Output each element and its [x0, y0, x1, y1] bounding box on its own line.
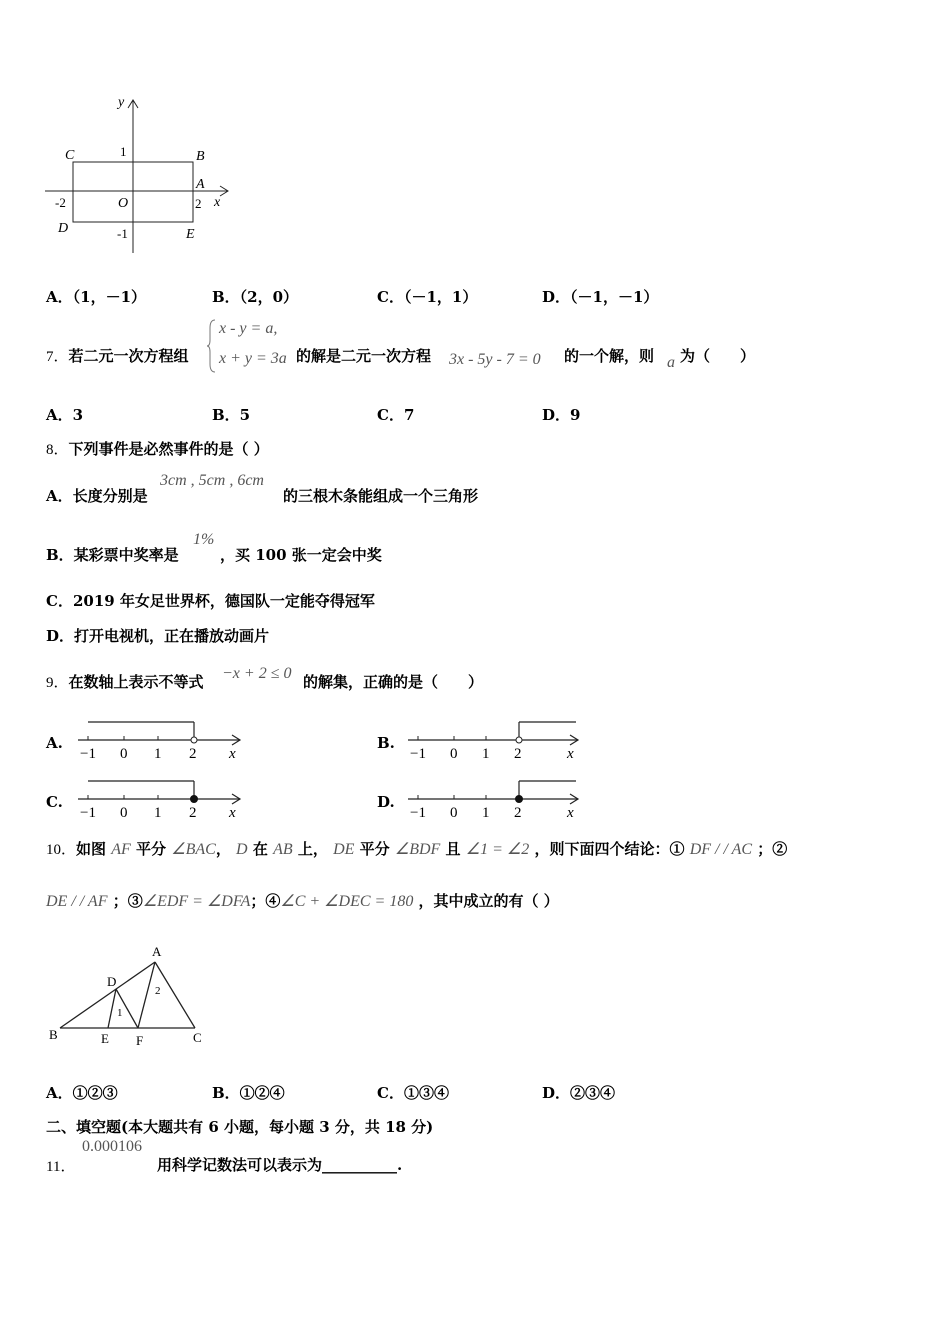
point-b-label: B: [196, 149, 205, 164]
vertex-a-label: A: [152, 944, 162, 959]
q7-equation-3: 3x - 5y - 7 = 0: [449, 351, 541, 368]
q7-mid: 的解是二元一次方程: [296, 347, 432, 365]
q10-line1-run-8: 上，: [292, 840, 334, 858]
q9-numberline-b: [406, 716, 586, 766]
q7-option-c: C．7: [377, 406, 415, 424]
q9-numberline-c: [76, 775, 246, 825]
tick-label-2: 2: [189, 746, 197, 762]
q10-line1-run-9: DE: [333, 841, 355, 858]
q10-line2-run-1: ；③: [107, 892, 143, 910]
tick-label-neg1: −1: [410, 805, 426, 821]
q7-pre: 若二元一次方程组: [68, 347, 189, 365]
tick-label-0: 0: [120, 805, 128, 821]
q8-option-a-post: 的三根木条能组成一个三角形: [283, 487, 479, 505]
q10-line1-run-4: ，: [215, 840, 237, 858]
q10-line1-run-1: AF: [111, 841, 131, 858]
q10-line1-run-10: 平分: [354, 840, 395, 858]
q11-text: 用科学记数法可以表示为__________.: [157, 1156, 403, 1174]
q8-number: 8．: [46, 442, 69, 458]
q10-line-2: [46, 890, 559, 911]
q7-post: 的一个解，则: [564, 347, 655, 365]
q10-line1-run-3: ∠BAC: [171, 841, 216, 858]
q7-variable: a: [667, 354, 675, 371]
tick-label-1: 1: [482, 805, 490, 821]
q11-math: 0.000106: [82, 1138, 142, 1155]
q9-option-b-label: B.: [377, 734, 395, 752]
tick-label-2: 2: [514, 805, 522, 821]
tick-label-neg1: −1: [80, 805, 96, 821]
q8-option-a-math: 3cm , 5cm , 6cm: [160, 472, 264, 489]
q9-option-a-label: A.: [46, 734, 63, 752]
q7-end: 为（ ）: [680, 347, 756, 365]
axis-label-x: x: [229, 805, 236, 821]
q10-line-1: [46, 838, 787, 859]
q9-option-d-label: D.: [377, 793, 395, 811]
q10-option-a: A．①②③: [46, 1084, 118, 1102]
q10-option-d: D．②③④: [542, 1084, 616, 1102]
q8-stem-text: 下列事件是必然事件的是（ ）: [68, 440, 269, 458]
vertex-d-label: D: [107, 974, 117, 989]
q8-option-a-pre: A．长度分别是: [46, 487, 148, 505]
tick-label-0: 0: [450, 805, 458, 821]
q7-stem: [46, 345, 189, 366]
tick-neg2: -2: [55, 195, 66, 210]
q10-triangle-figure: [40, 940, 220, 1055]
tick-label-1: 1: [154, 746, 162, 762]
point-a-label: A: [196, 177, 205, 192]
tick-label-0: 0: [450, 746, 458, 762]
tick-label-1: 1: [482, 746, 490, 762]
vertex-f-label: F: [136, 1033, 144, 1048]
x-axis-label: x: [214, 195, 221, 210]
q9-stem: [46, 671, 204, 692]
q7-brace: [207, 318, 217, 374]
q10-line1-run-6: 在: [247, 840, 274, 858]
q7-equation-2: x + y = 3a: [219, 350, 287, 367]
q6-option-d: D．（－1，－1）: [542, 288, 659, 306]
q11-number: 11．: [46, 1159, 76, 1175]
origin-label: O: [118, 196, 129, 211]
q10-line2-run-3: ；④: [250, 892, 281, 910]
angle-1-label: 1: [117, 1007, 123, 1019]
q10-line1-run-15: DF / / AC: [689, 841, 753, 858]
q9-numberline-d: [406, 775, 586, 825]
coordinate-rectangle-figure: [40, 90, 240, 260]
q8-option-d: D．打开电视机，正在播放动画片: [46, 627, 270, 645]
q8-option-b-post: ，买 100 张一定会中奖: [220, 546, 382, 564]
q10-line1-run-16: ；②: [752, 840, 788, 858]
q6-option-a: A．（1，－1）: [46, 288, 147, 306]
tick-label-2: 2: [514, 746, 522, 762]
q9-inequality: −x + 2 ≤ 0: [222, 665, 292, 682]
q8-option-b-math: 1%: [193, 531, 215, 548]
vertex-e-label: E: [101, 1031, 109, 1046]
tick-neg1: -1: [117, 226, 128, 241]
q10-line1-run-14: ，则下面四个结论：①: [529, 840, 690, 858]
q7-equation-1: x - y = a,: [219, 320, 278, 337]
q9-number: 9．: [46, 675, 69, 691]
tick-2: 2: [195, 196, 202, 211]
axis-label-x: x: [567, 805, 574, 821]
q10-line2-run-5: ，其中成立的有（ ）: [413, 892, 559, 910]
tick-1: 1: [120, 144, 127, 159]
q6-option-c: C．（－1，1）: [377, 288, 478, 306]
q9-pre: 在数轴上表示不等式: [68, 673, 204, 691]
point-c-label: C: [65, 148, 75, 163]
axis-label-x: x: [229, 746, 236, 762]
point-e-label: E: [186, 227, 195, 242]
q7-option-b: B．5: [212, 406, 251, 424]
axis-label-x: x: [567, 746, 574, 762]
tick-label-neg1: −1: [410, 746, 426, 762]
q10-line1-run-12: 且: [440, 840, 466, 858]
q10-line2-run-0: DE / / AF: [46, 893, 108, 910]
vertex-b-label: B: [49, 1027, 58, 1042]
q10-option-c: C．①③④: [377, 1084, 449, 1102]
q10-line1-run-13: ∠1 = ∠2: [465, 841, 530, 858]
q10-line1-run-0: 如图: [76, 840, 112, 858]
q8-option-c: C．2019 年女足世界杯，德国队一定能夺得冠军: [46, 592, 375, 610]
q10-line2-run-2: ∠EDF = ∠DFA: [142, 893, 251, 910]
q6-option-b: B．（2，0）: [212, 288, 299, 306]
q10-line1-run-2: 平分: [130, 840, 172, 858]
q9-post: 的解集，正确的是（ ）: [303, 673, 484, 691]
q8-stem: [46, 438, 269, 459]
vertex-c-label: C: [193, 1030, 202, 1045]
tick-label-neg1: −1: [80, 746, 96, 762]
q10-option-b: B．①②④: [212, 1084, 285, 1102]
q9-numberline-a: [76, 716, 246, 766]
q9-option-c-label: C.: [46, 793, 63, 811]
q10-number: 10．: [46, 842, 77, 858]
q7-option-d: D．9: [542, 406, 581, 424]
y-axis-label: y: [118, 95, 125, 110]
angle-2-label: 2: [155, 985, 161, 997]
q10-line1-run-7: AB: [273, 841, 293, 858]
q8-option-b-pre: B．某彩票中奖率是: [46, 546, 179, 564]
section-heading: 二、填空题(本大题共有 6 小题，每小题 3 分，共 18 分): [46, 1118, 434, 1136]
tick-label-0: 0: [120, 746, 128, 762]
q10-line1-run-5: D: [236, 841, 248, 858]
q10-line1-run-11: ∠BDF: [394, 841, 441, 858]
q7-number: 7．: [46, 349, 69, 365]
q10-line2-run-4: ∠C + ∠DEC = 180: [280, 893, 414, 910]
point-d-label: D: [58, 221, 69, 236]
tick-label-2: 2: [189, 805, 197, 821]
q7-option-a: A．3: [46, 406, 84, 424]
tick-label-1: 1: [154, 805, 162, 821]
